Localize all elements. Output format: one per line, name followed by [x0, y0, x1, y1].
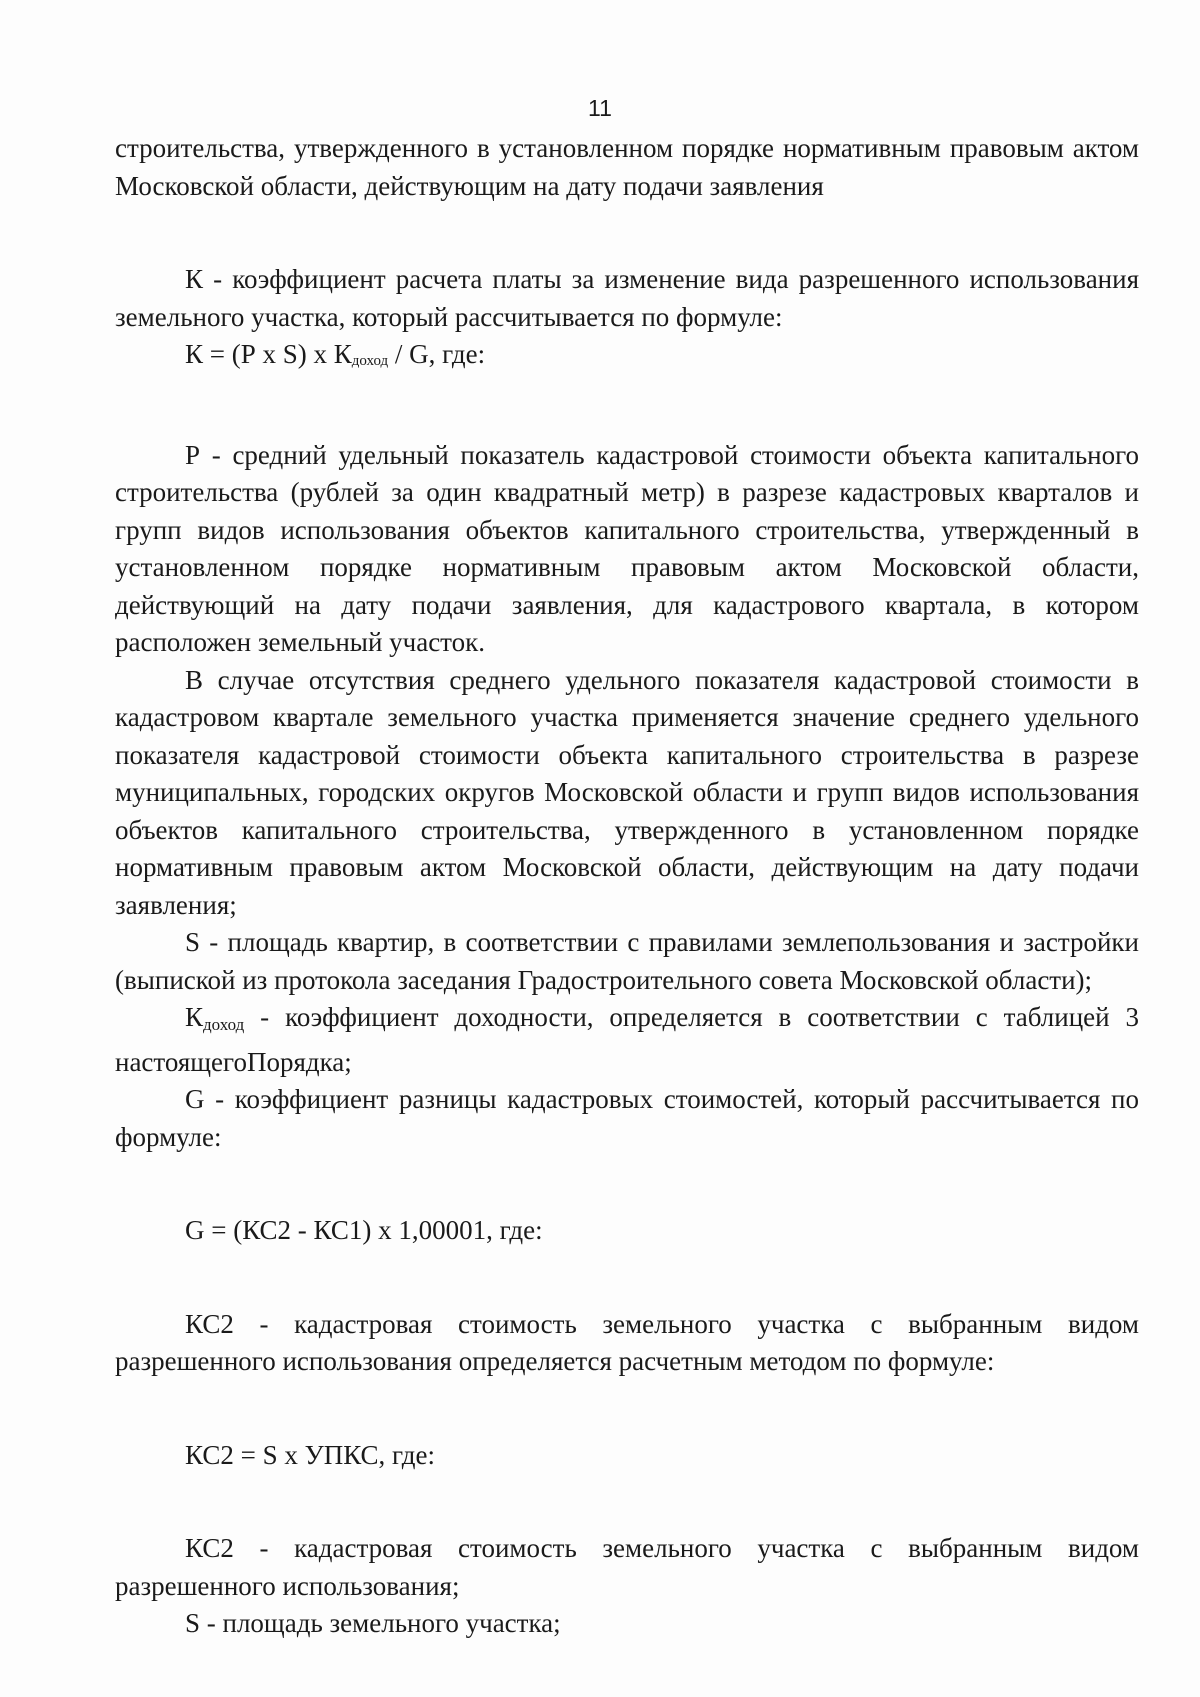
- paragraph-kc2-method: КС2 - кадастровая стоимость земельного участка с выбранным видом разрешенного использования определяется расчетным методом по формуле:: [115, 1308, 1139, 1376]
- kdohod-subscript: доход: [203, 1015, 245, 1034]
- paragraph-g-definition: G - коэффициент разницы кадастровых стоимостей, который рассчитывается по формуле:: [115, 1084, 1139, 1152]
- paragraph-p-definition: Р - средний удельный показатель кадастровой стоимости объекта капитального строительства (рублей за один квадратный метр) в разрезе кадастровых кварталов и групп видов использования объектов капитального строительства, утвержденный в установленном порядке нормативным правовым актом Московской области, действующий на дату подачи заявления, для кадастрового квартала, в котором расположен земельный участок.: [115, 439, 1139, 657]
- formula-g: G = (КС2 - КС1) х 1,00001, где:: [185, 1215, 543, 1245]
- paragraph-absence-case: В случае отсутствия среднего удельного показателя кадастровой стоимости в кадастровом квартале земельного участка применяется значение среднего удельного показателя кадастровой стоимости объекта капитального строительства в разрезе муниципальных, городских округов Московской области и групп видов использования объектов капитального строительства, утвержденного в установленном порядке нормативным правовым актом Московской области, действующим на дату подачи заявления;: [115, 664, 1139, 920]
- paragraph-kc2-definition: КС2 - кадастровая стоимость земельного участка с выбранным видом разрешенного использования;: [115, 1533, 1139, 1601]
- paragraph-kdohod-definition: [115, 999, 1139, 1081]
- paragraph-k-definition: К - коэффициент расчета платы за изменение вида разрешенного использования земельного участка, который рассчитывается по формуле:: [115, 264, 1139, 332]
- kdohod-tail: - коэффициент доходности, определяется в соответствии с таблицей 3 настоящегоПорядка;: [115, 1002, 1139, 1077]
- formula-k-tail: / G, где:: [388, 339, 486, 369]
- formula-kc2: КС2 = S х УПКС, где:: [185, 1439, 436, 1470]
- formula-k: [115, 336, 1139, 381]
- page-number: 11: [588, 95, 612, 121]
- kdohod-lead: К: [185, 1002, 204, 1032]
- formula-k-subscript: доход: [351, 353, 389, 369]
- document-body: [115, 130, 1139, 1643]
- paragraph-s-definition: S - площадь квартир, в соответствии с правилами землепользования и застройки (выпиской из протокола заседания Градостроительного совета Московской области);: [115, 927, 1139, 995]
- paragraph-continuation: строительства, утвержденного в установленном порядке нормативным правовым актом Московской области, действующим на дату подачи заявления: [115, 133, 1139, 201]
- paragraph-area-definition: S - площадь земельного участка;: [185, 1608, 561, 1638]
- formula-k-lead: К = (Р х S) х К: [185, 339, 352, 369]
